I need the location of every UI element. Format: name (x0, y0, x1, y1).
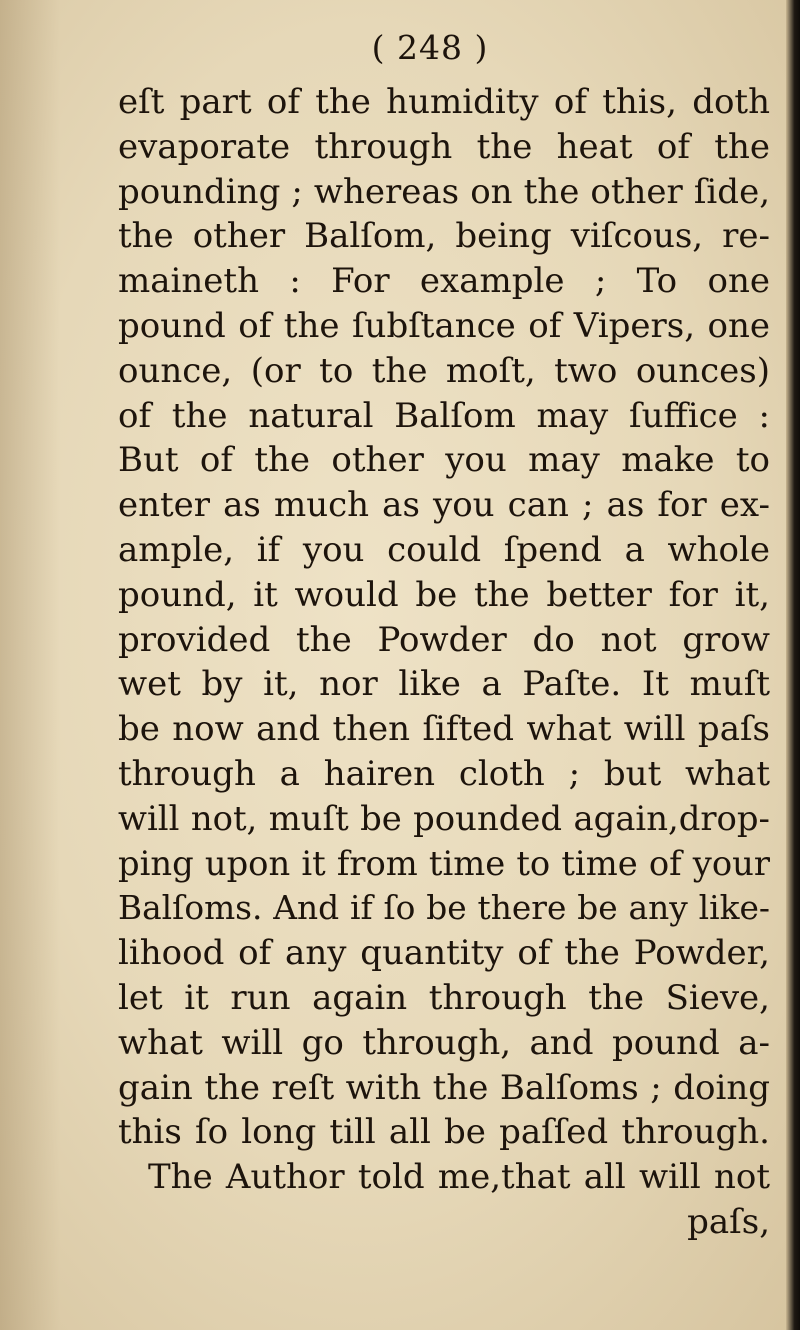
text-line: be now and then ſifted what will paſs (118, 709, 770, 750)
text-line: this ſo long till all be paſſed through. (118, 1112, 770, 1153)
text-line: enter as much as you can ; as for ex- (118, 485, 770, 526)
text-line: pound of the ſubſtance of Vipers, one (118, 305, 770, 346)
text-line: eſt part of the humidity of this, doth (118, 82, 770, 122)
text-line: ample, if you could ſpend a whole (118, 529, 770, 570)
text-line: pound, it would be the better for it, (118, 574, 770, 615)
text-line: Balſoms. And if ſo be there be any like- (118, 889, 770, 928)
text-line: provided the Powder do not grow (118, 619, 770, 660)
text-line: But of the other you may make to (118, 440, 770, 481)
text-line: of the natural Balſom may ſuffice : (118, 395, 770, 436)
text-line: ounce, (or to the moſt, two ounces) (118, 350, 770, 391)
book-spine (786, 0, 800, 1330)
text-line: wet by it, nor like a Paſte. It muſt (118, 664, 770, 705)
text-line: evaporate through the heat of the (118, 126, 770, 167)
text-line: ping upon it from time to time of your (118, 843, 770, 883)
text-line: pounding ; whereas on the other ſide, (118, 171, 770, 212)
text-line: what will go through, and pound a- (118, 1022, 770, 1063)
text-line: The Author told me,that all will not (148, 1157, 770, 1198)
text-line: lihood of any quantity of the Powder, (118, 933, 770, 974)
text-line: gain the reſt with the Balſoms ; doing (118, 1067, 770, 1108)
page-number: ( 248 ) (371, 28, 489, 67)
text-line: through a hairen cloth ; but what (118, 753, 770, 794)
text-line: let it run again through the Sieve, (118, 977, 770, 1018)
page-edge-shadow (0, 0, 60, 1330)
body-text (118, 80, 770, 1245)
text-line: the other Balſom, being viſcous, re- (118, 216, 770, 257)
catchword: paſs, (687, 1201, 770, 1242)
text-line: will not, muſt be pounded again,drop- (118, 798, 770, 838)
text-line: maineth : For example ; To one (118, 261, 770, 302)
